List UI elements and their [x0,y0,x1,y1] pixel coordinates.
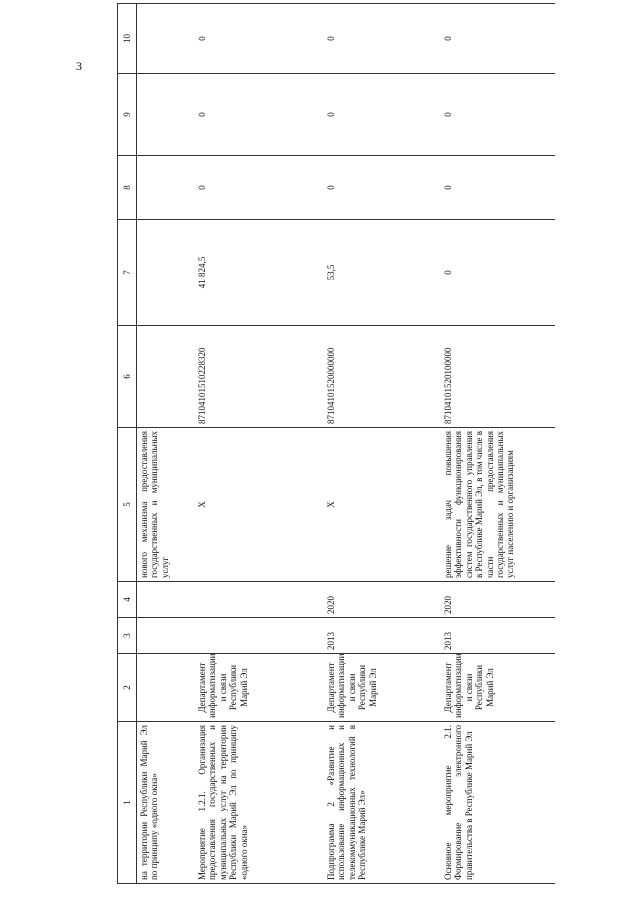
executor-cell: Департамент информатизации и связи Республики Марий Эл [324,654,441,722]
executor-cell [137,654,196,722]
value-cell [137,4,196,74]
result-cell: нового механизма предоставления государственных и муниципальных услуг [137,428,196,582]
executor-cell: Департамент информатизации и связи Республики Марий Эл [195,654,324,722]
result-cell: Х [324,428,441,582]
start-year-cell [195,618,324,654]
row-name-cell: на территории Республики Марий Эл по принципу «одного окна» [137,722,196,884]
program-table [117,3,555,884]
column-header: 3 [118,618,137,654]
value-cell: 41 824,5 [195,220,324,326]
value-cell: 53,5 [324,220,441,326]
column-header: 6 [118,326,137,428]
value-cell [137,220,196,326]
code-cell: 87104101520000000 [324,326,441,428]
column-header: 10 [118,4,137,74]
table-row [137,4,196,884]
end-year-cell [195,582,324,618]
column-header: 7 [118,220,137,326]
column-header: 9 [118,74,137,156]
column-header: 2 [118,654,137,722]
column-header: 4 [118,582,137,618]
column-header-row [118,4,137,884]
code-cell [137,326,196,428]
value-cell: 0 [195,4,324,74]
end-year-cell: 2020 [441,582,555,618]
row-name-cell: Мероприятие 1.2.1. Организация предоставления государственных и муниципальных услуг на территории Республики Марий Эл по принципу «одного окна» [195,722,324,884]
table-row [195,4,324,884]
value-cell: 0 [324,156,441,220]
page-number: 3 [76,59,82,73]
executor-cell: Департамент информатизации и связи Республики Марий Эл [441,654,555,722]
value-cell: 0 [441,220,555,326]
row-name-cell: Основное мероприятие 2.1. Формирование электронного правительства в Республике Марий Эл [441,722,555,884]
column-header: 1 [118,722,137,884]
start-year-cell: 2013 [324,618,441,654]
value-cell: 0 [441,4,555,74]
code-cell: 87104101520100000 [441,326,555,428]
table-row [441,4,555,884]
value-cell: 0 [441,74,555,156]
row-name-cell: Подпрограмма 2 «Развитие и использование информационных и телекоммуникационных технологий в Республике Марий Эл» [324,722,441,884]
value-cell: 0 [324,74,441,156]
start-year-cell: 2013 [441,618,555,654]
rotated-page [117,4,587,884]
value-cell: 0 [195,74,324,156]
value-cell [137,156,196,220]
end-year-cell [137,582,196,618]
value-cell: 0 [195,156,324,220]
column-header: 8 [118,156,137,220]
table-row [324,4,441,884]
code-cell: 87104101510228320 [195,326,324,428]
value-cell [137,74,196,156]
result-cell: Х [195,428,324,582]
value-cell: 0 [324,4,441,74]
end-year-cell: 2020 [324,582,441,618]
column-header: 5 [118,428,137,582]
value-cell: 0 [441,156,555,220]
result-cell: решение задач повышения эффективности функционирования систем государственного управления в Республике Марий Эл, в том числе в части предоставления государственных и муниципальных услуг населению и организациям [441,428,555,582]
start-year-cell [137,618,196,654]
